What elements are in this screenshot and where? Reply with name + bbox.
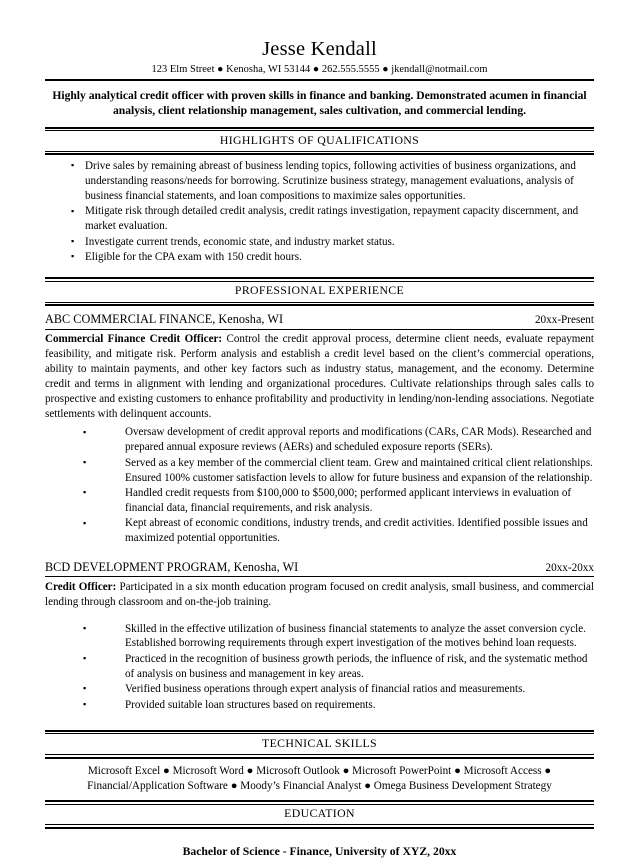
job-bullets (45, 622, 594, 713)
list-item: ▪ Verified business operations through expert analysis of financial ratios and measurements. (45, 682, 594, 697)
list-item: ▪ Investigate current trends, economic state, and industry market status. (45, 235, 594, 250)
job-entry (45, 312, 594, 546)
job-entry (45, 560, 594, 713)
job-description (45, 332, 594, 421)
list-item: ▪ Oversaw development of credit approval reports and modifications (CARs, CAR Mods). Researched and prepared annual exposure reviews (AERs) and scheduled exposure reports (SERs). (45, 425, 594, 455)
job-header (45, 560, 594, 578)
job-bullets (45, 425, 594, 546)
list-item: ▪ Provided suitable loan structures based on requirements. (45, 698, 594, 713)
job-header (45, 312, 594, 330)
section-rule-bottom (45, 302, 594, 307)
list-item: ▪ Mitigate risk through detailed credit analysis, credit ratings investigation, repayment capacity discernment, and market evaluation. (45, 204, 594, 234)
skills-line: Financial/Application Software ● Moody’s Financial Analyst ● Omega Business Development Strategy (87, 779, 552, 792)
highlights-list (45, 159, 594, 265)
job-dates: 20xx-Present (534, 314, 594, 327)
job-dates: 20xx-20xx (545, 561, 594, 574)
section-rule-bottom (45, 151, 594, 156)
header-divider-rule (45, 79, 594, 81)
section-technical-skills (45, 730, 594, 759)
list-item: ▪ Kept abreast of economic conditions, industry trends, and credit activities. Identified possible issues and maximized potential opportunities. (45, 516, 594, 546)
skills-line: Microsoft Excel ● Microsoft Word ● Microsoft Outlook ● Microsoft PowerPoint ● Microsoft Access ● (87, 764, 552, 777)
candidate-name: Jesse Kendall (262, 38, 377, 60)
job-company: BCD DEVELOPMENT PROGRAM, Kenosha, WI (45, 559, 299, 574)
education-degree: Bachelor of Science - Finance, University of XYZ, 20xx (182, 844, 457, 858)
list-item: ▪ Drive sales by remaining abreast of business lending topics, following activities of business organizations, and understanding reasons/needs for borrowing. Scrutinize business strategy, management evaluations, analysis of business financial statements, and loan compositions to maximize sales opportunities. (45, 159, 594, 204)
list-item: ▪ Eligible for the CPA exam with 150 credit hours. (45, 250, 594, 265)
section-title-technical-skills: TECHNICAL SKILLS (262, 735, 377, 750)
list-item: ▪ Served as a key member of the commercial client team. Grew and maintained critical client relationships. Ensured 100% customer satisfaction levels to allow for future business and expansion of the relationship. (45, 456, 594, 486)
list-item: ▪ Skilled in the effective utilization of business financial statements to analyze the asset conversion cycle. Established borrowing requirements through expert investigation of the motives behind loan requests. (45, 622, 594, 652)
resume-header (45, 38, 594, 76)
section-title-experience: PROFESSIONAL EXPERIENCE (234, 283, 405, 298)
section-title-highlights: HIGHLIGHTS OF QUALIFICATIONS (219, 132, 420, 147)
job-company: ABC COMMERCIAL FINANCE, Kenosha, WI (45, 312, 284, 327)
job-description-text: Control the credit approval process, determine client needs, evaluate repayment feasibility, and mitigate risk. Perform analysis and establish a credit level based on the client’s commercial operations, ability to maintain payments, and other key factors such as industry status, management, and the economy. Determine credit and terms in alignment with lending and organizational procedures. Cultivate relationships through sales calls to prospective and existing customers to enhance profitability and productivity in lending/non-lending associations. Negotiate settlements with delinquent accounts. (45, 333, 594, 420)
section-highlights (45, 127, 594, 156)
job-role-title: Commercial Finance Credit Officer: (45, 333, 223, 346)
job-description-text: Participated in a six month education program focused on credit analysis, small business, and commercial lending through classroom and on-the-job training. (45, 580, 594, 608)
section-experience (45, 277, 594, 306)
job-description (45, 580, 594, 610)
professional-summary: Highly analytical credit officer with proven skills in finance and banking. Demonstrated acumen in financial analysis, client relationship management, sales cultivation, and commercial lending. (52, 88, 587, 118)
contact-line: 123 Elm Street ● Kenosha, WI 53144 ● 262.555.5555 ● jkendall@notmail.com (151, 63, 488, 75)
list-item: ▪ Handled credit requests from $100,000 to $500,000; performed applicant interviews in evaluation of financial data, financial requirements, and risk analysis. (45, 486, 594, 516)
job-role-title: Credit Officer: (45, 580, 117, 593)
section-title-education: EDUCATION (284, 806, 355, 821)
list-item: ▪ Practiced in the recognition of business growth periods, the influence of risk, and the systematic method of analysis on business and management in key areas. (45, 652, 594, 682)
technical-skills-content (45, 759, 594, 801)
